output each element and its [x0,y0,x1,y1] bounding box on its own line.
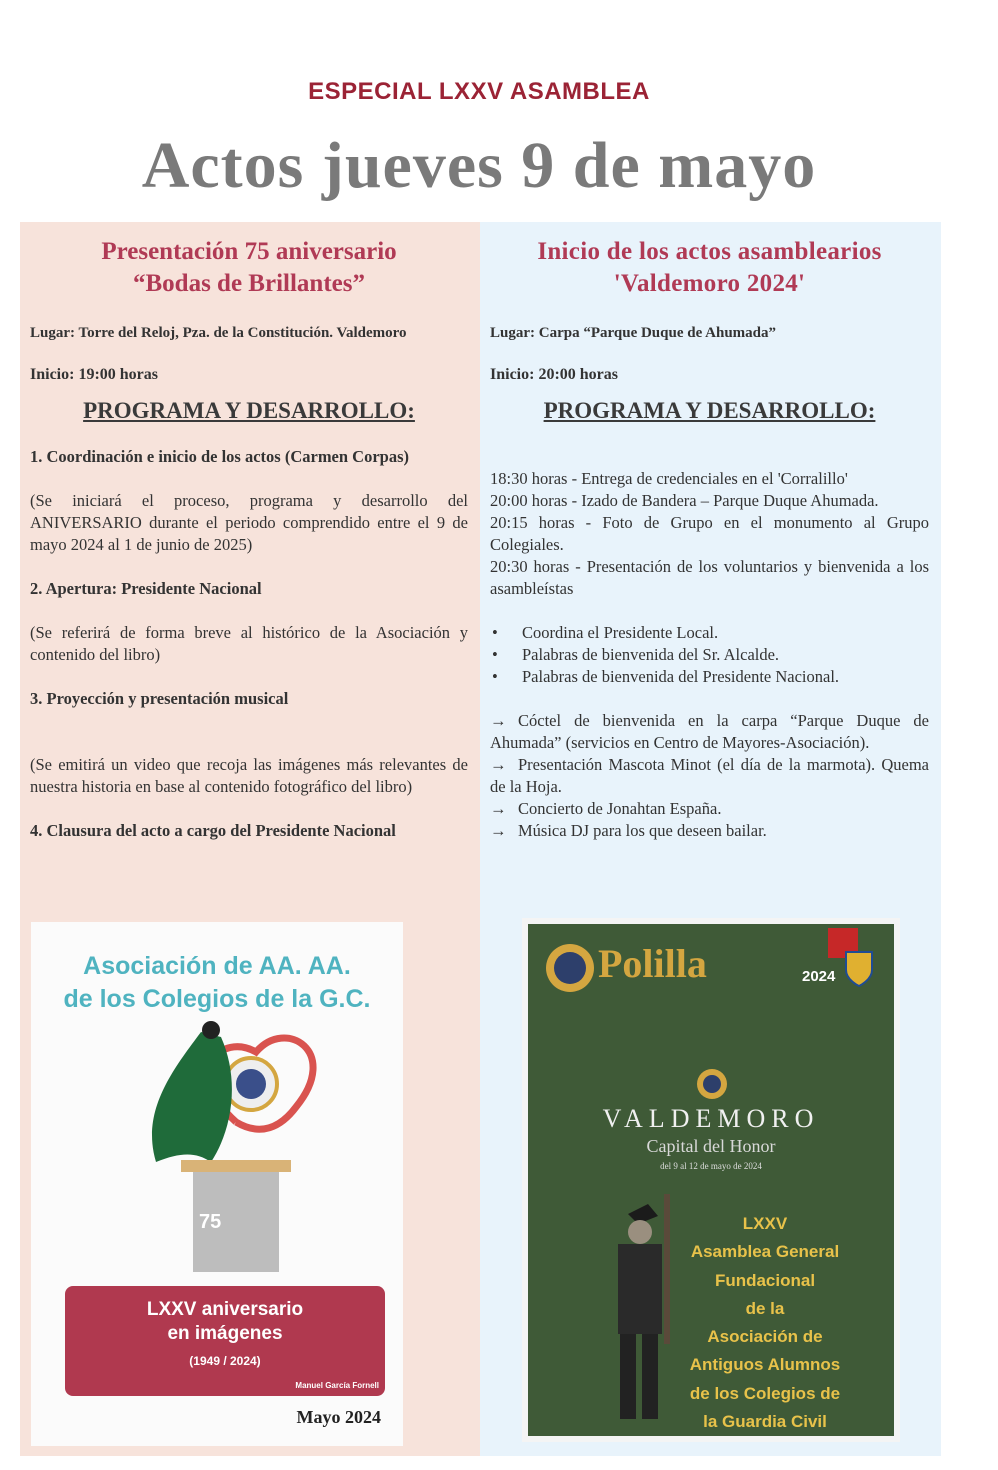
left-section-heading: PROGRAMA Y DESARROLLO: [83,398,415,423]
left-title-line2: “Bodas de Brillantes” [133,270,365,297]
arrow-item: → Música DJ para los que deseen bailar. [490,821,767,840]
arrow-icon: → [490,711,507,730]
schedule-list [490,468,929,600]
left-item-3: 3. Proyección y presentación musical [30,689,289,708]
book-date: Mayo 2024 [296,1407,381,1427]
arrow-list [490,710,929,842]
poster-name: Polilla [598,941,707,986]
arrow-icon: → [490,799,507,818]
right-lugar: Lugar: Carpa “Parque Duque de Ahumada” [490,325,777,341]
book-badge: 75 [199,1211,222,1233]
poster-assembly-text: LXXV Asamblea General Fundacional de la Asociación de Antiguos Alumnos de los Colegios de la Guardia Civil [689,1214,841,1432]
left-item-2-note: (Se referirá de forma breve al histórico de la Asociación y contenido del libro) [30,623,468,664]
poster-dates: del 9 al 12 de mayo de 2024 [660,1161,762,1171]
schedule-item: 18:30 horas - Entrega de credenciales en el 'Corralillo' [490,469,848,488]
schedule-item: 20:00 horas - Izado de Bandera – Parque Duque Ahumada. [490,491,879,510]
book-title-line2: de los Colegios de la G.C. [63,985,371,1013]
right-title-line1: Inicio de los actos asamblearios [537,238,882,265]
left-item-2: 2. Apertura: Presidente Nacional [30,579,262,598]
book-box-line1: LXXV aniversario [146,1299,304,1320]
bullet-item: • Coordina el Presidente Local. [490,622,929,644]
monument-illustration [31,922,403,1282]
book-author: Manuel García Fornell [295,1381,379,1390]
book-box-line2: en imágenes [167,1323,283,1344]
arrow-icon: → [490,821,507,840]
book-cover-image [31,922,403,1446]
bullet-list [490,622,929,688]
poster-image [522,918,900,1442]
page-title: Actos jueves 9 de mayo [141,129,817,202]
left-item-3-note: (Se emitirá un video que recoja las imágenes más relevantes de nuestra historia en base al contenido fotográfico del libro) [30,755,468,796]
bullet-item: • Palabras de bienvenida del Sr. Alcalde. [490,644,929,666]
poster-year: 2024 [802,968,836,985]
schedule-item: 20:15 horas - Foto de Grupo en el monumento al Grupo Colegiales. [490,513,929,554]
arrow-item: → Concierto de Jonahtan España. [490,799,722,818]
arrow-icon: → [490,755,507,774]
coat-of-arms-icon [844,948,874,988]
poster-background [528,924,894,1436]
poster-small-emblem-icon [692,1064,732,1104]
book-info-box [65,1286,385,1396]
poster-valdemoro: VALDEMORO [602,1104,820,1133]
left-title-line1: Presentación 75 aniversario [101,238,397,265]
arrow-item: → Cóctel de bienvenida en la carpa “Parque Duque de Ahumada” (servicios en Centro de Mayores-Asociación). [490,711,929,752]
left-lugar: Lugar: Torre del Reloj, Pza. de la Constitución. Valdemoro [30,325,407,341]
left-inicio: Inicio: 19:00 horas [30,366,158,383]
right-title-line2: 'Valdemoro 2024' [613,270,806,297]
kicker: ESPECIAL LXXV ASAMBLEA [308,78,650,105]
schedule-item: 20:30 horas - Presentación de los voluntarios y bienvenida a los asambleístas [490,557,929,598]
poster-capital: Capital del Honor [646,1136,776,1156]
right-section-heading: PROGRAMA Y DESARROLLO: [543,398,876,423]
book-title-line1: Asociación de AA. AA. [83,952,351,980]
bullet-item: • Palabras de bienvenida del Presidente Nacional. [490,666,929,688]
left-item-1: 1. Coordinación e inicio de los actos (Carmen Corpas) [30,447,410,466]
poster-subtitle [528,1104,894,1171]
left-item-1-note: (Se iniciará el proceso, programa y desarrollo del ANIVERSARIO durante el periodo comprendido entre el 9 de mayo 2024 al 1 de junio de 2025) [30,491,468,554]
left-item-4: 4. Clausura del acto a cargo del Presidente Nacional [30,821,396,840]
poster-emblem-icon [542,940,602,1000]
book-box-years: (1949 / 2024) [189,1354,261,1368]
arrow-item: → Presentación Mascota Minot (el día de la marmota). Quema de la Hoja. [490,755,929,796]
right-inicio: Inicio: 20:00 horas [490,366,618,383]
